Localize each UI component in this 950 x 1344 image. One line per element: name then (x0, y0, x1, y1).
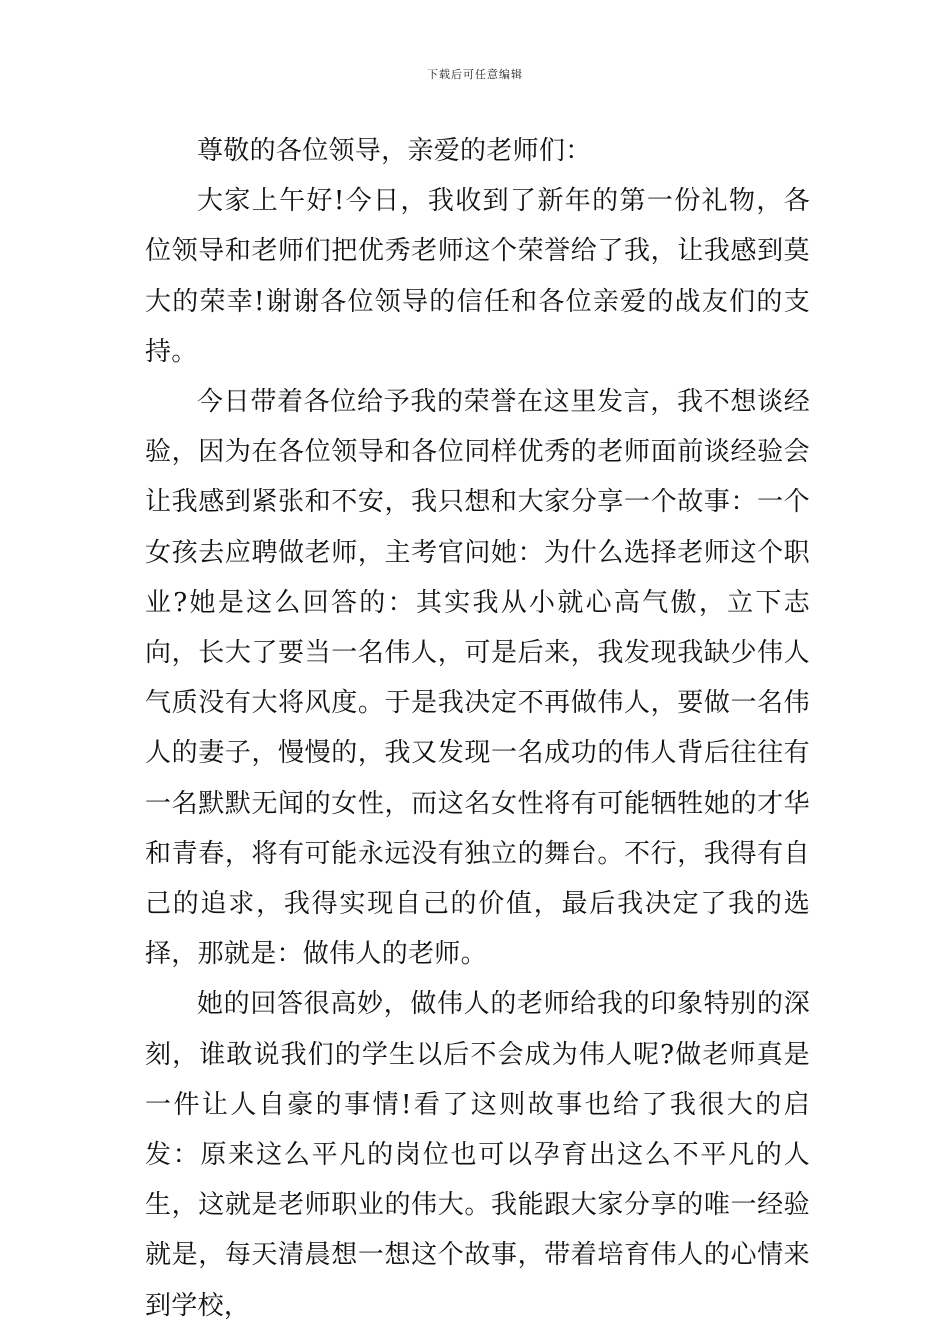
paragraph-3: 她的回答很高妙，做伟人的老师给我的印象特别的深刻，谁敢说我们的学生以后不会成为伟人呢?做老师真是一件让人自豪的事情!看了这则故事也给了我很大的启发：原来这么平凡的岗位也可以孕育出这么不平凡的人生，这就是老师职业的伟大。我能跟大家分享的唯一经验就是，每天清晨想一想这个故事，带着培育伟人的心情来到学校， (145, 989, 810, 1321)
paragraph-2: 今日带着各位给予我的荣誉在这里发言，我不想谈经验，因为在各位领导和各位同样优秀的老师面前谈经验会让我感到紧张和不安，我只想和大家分享一个故事：一个女孩去应聘做老师，主考官问她：为什么选择老师这个职业?她是这么回答的：其实我从小就心高气傲，立下志向，长大了要当一名伟人，可是后来，我发现我缺少伟人气质没有大将风度。于是我决定不再做伟人，要做一名伟人的妻子，慢慢的，我又发现一名成功的伟人背后往往有一名默默无闻的女性，而这名女性将有可能牺牲她的才华和青春，将有可能永远没有独立的舞台。不行，我得有自己的追求，我得实现自己的价值，最后我决定了我的选择，那就是：做伟人的老师。 (145, 387, 810, 970)
salutation: 尊敬的各位领导，亲爱的老师们： (197, 136, 592, 166)
paragraph-1: 大家上午好!今日，我收到了新年的第一份礼物，各位领导和老师们把优秀老师这个荣誉给了我，让我感到莫大的荣幸!谢谢各位领导的信任和各位亲爱的战友们的支持。 (145, 186, 810, 367)
page-header-note: 下载后可任意编辑 (427, 68, 523, 81)
document-body (145, 126, 810, 1331)
